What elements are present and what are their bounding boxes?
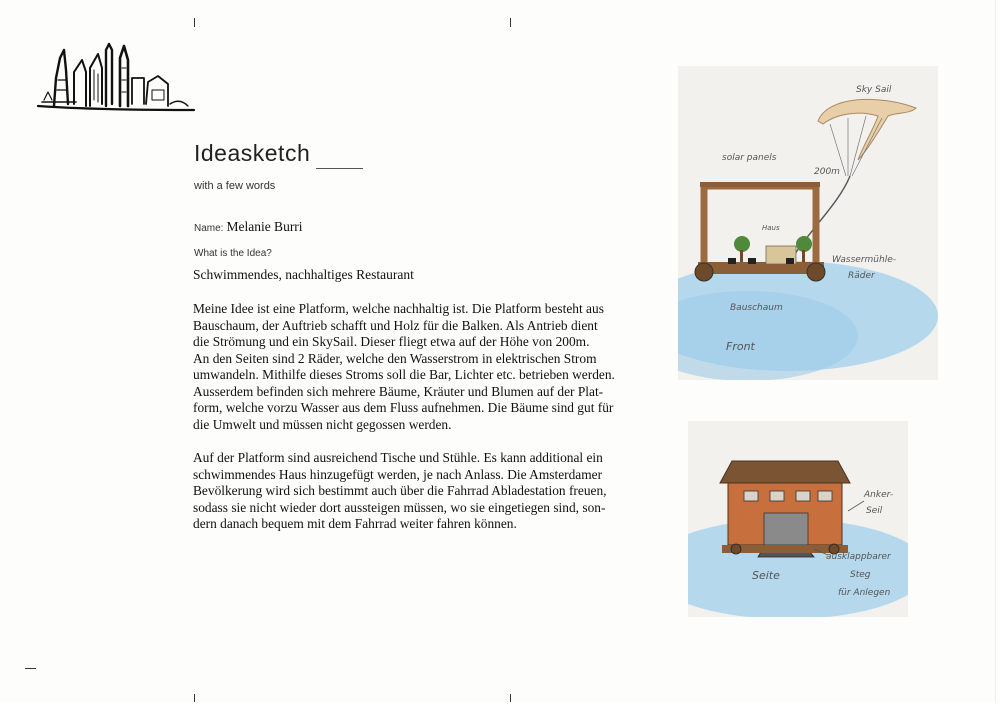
label-side: Seite [752, 569, 780, 582]
text-line: Meine Idee ist eine Platform, welche nachhaltig ist. Die Platform besteht aus [193, 301, 604, 316]
crop-mark-top-center [510, 18, 511, 27]
platform-frame [704, 186, 816, 266]
crop-mark-left [25, 668, 36, 669]
label-ramp-2: Steg [850, 570, 871, 580]
label-solar-panels: solar panels [722, 153, 777, 163]
text-line: Auf der Platform sind ausreichend Tische und Stühle. Es kann additional ein [193, 450, 603, 465]
water-wheel-left [695, 263, 713, 281]
description-paragraph-1 [193, 301, 625, 433]
description-paragraph-2 [193, 450, 625, 533]
text-line: An den Seiten sind 2 Räder, welche den Wasserstrom in elektrischen Strom [193, 350, 597, 366]
crop-mark-top-left [194, 18, 195, 27]
label-anchor-2: Seil [866, 506, 883, 516]
text-line: Ausserdem befinden sich mehrere Bäume, Kräuter und Blumen auf der Plat- [193, 383, 604, 399]
label-front: Front [726, 340, 755, 353]
sky-sail [818, 99, 916, 160]
text-line: schwimmendes Haus hinzugefügt werden, je nach Anlass. Die Amsterdamer [193, 466, 603, 482]
page-subtitle: with a few words [194, 180, 276, 192]
idea-value: Schwimmendes, nachhaltiges Restaurant [193, 267, 414, 282]
page-title: Ideasketch [194, 140, 311, 166]
label-foam: Bauschaum [730, 303, 783, 313]
sketch-front-view [678, 66, 938, 380]
crop-mark-bottom-left [194, 694, 195, 702]
text-line: umwandeln. Mithilfe dieses Stroms soll die Bar, Lichter etc. betrieben werden. [193, 367, 615, 382]
sketch-front-drawing [678, 66, 938, 380]
text-line: Bevölkerung wird sich bestimmt auch über die Fahrrad Abladestation freuen, [193, 483, 607, 498]
idea-question-label: What is the Idea? [194, 248, 272, 259]
label-sky-sail: Sky Sail [856, 85, 892, 95]
skyline-logo [36, 40, 196, 116]
text-line: sodass sie nicht wieder dort aussteigen müssen, wo sie eingetiegen sind, son- [193, 499, 606, 515]
page-edge-right [995, 0, 1000, 706]
sketch-side-drawing [688, 421, 908, 617]
tree-left [734, 236, 750, 252]
label-height: 200m [814, 167, 840, 177]
label-water-wheels-2: Räder [848, 271, 875, 281]
water-wheel-right [807, 263, 825, 281]
tree-right [796, 236, 812, 252]
house-roof [720, 461, 850, 483]
sketch-side-view [688, 421, 908, 617]
label-ramp-1: ausklappbarer [826, 552, 891, 562]
text-line: Bauschaum, der Auftrieb schafft und Holz für die Balken. Als Antrieb dient [193, 317, 598, 333]
label-anchor-1: Anker- [864, 490, 894, 500]
text-line: form, welche vorzu Wasser aus dem Fluss aufnehmen. Die Bäume sind gut für [193, 400, 614, 415]
page-edge-bottom [0, 702, 1000, 706]
name-row [194, 219, 303, 235]
name-label: Name: [194, 223, 224, 234]
garage-door [764, 513, 808, 545]
label-ramp-3: für Anlegen [838, 588, 891, 598]
text-line: die Strömung und ein SkySail. Dieser fliegt etwa auf der Höhe von 200m. [193, 334, 590, 349]
text-line: die Umwelt und müssen nicht gegossen werden. [193, 416, 452, 432]
label-house: Haus [762, 224, 780, 232]
title-rule [316, 168, 363, 169]
label-water-wheels-1: Wassermühle- [832, 255, 896, 265]
crop-mark-bottom-center [510, 694, 511, 702]
name-value: Melanie Burri [226, 219, 303, 234]
text-line: dern danach bequem mit dem Fahrrad weiter fahren können. [193, 516, 517, 531]
